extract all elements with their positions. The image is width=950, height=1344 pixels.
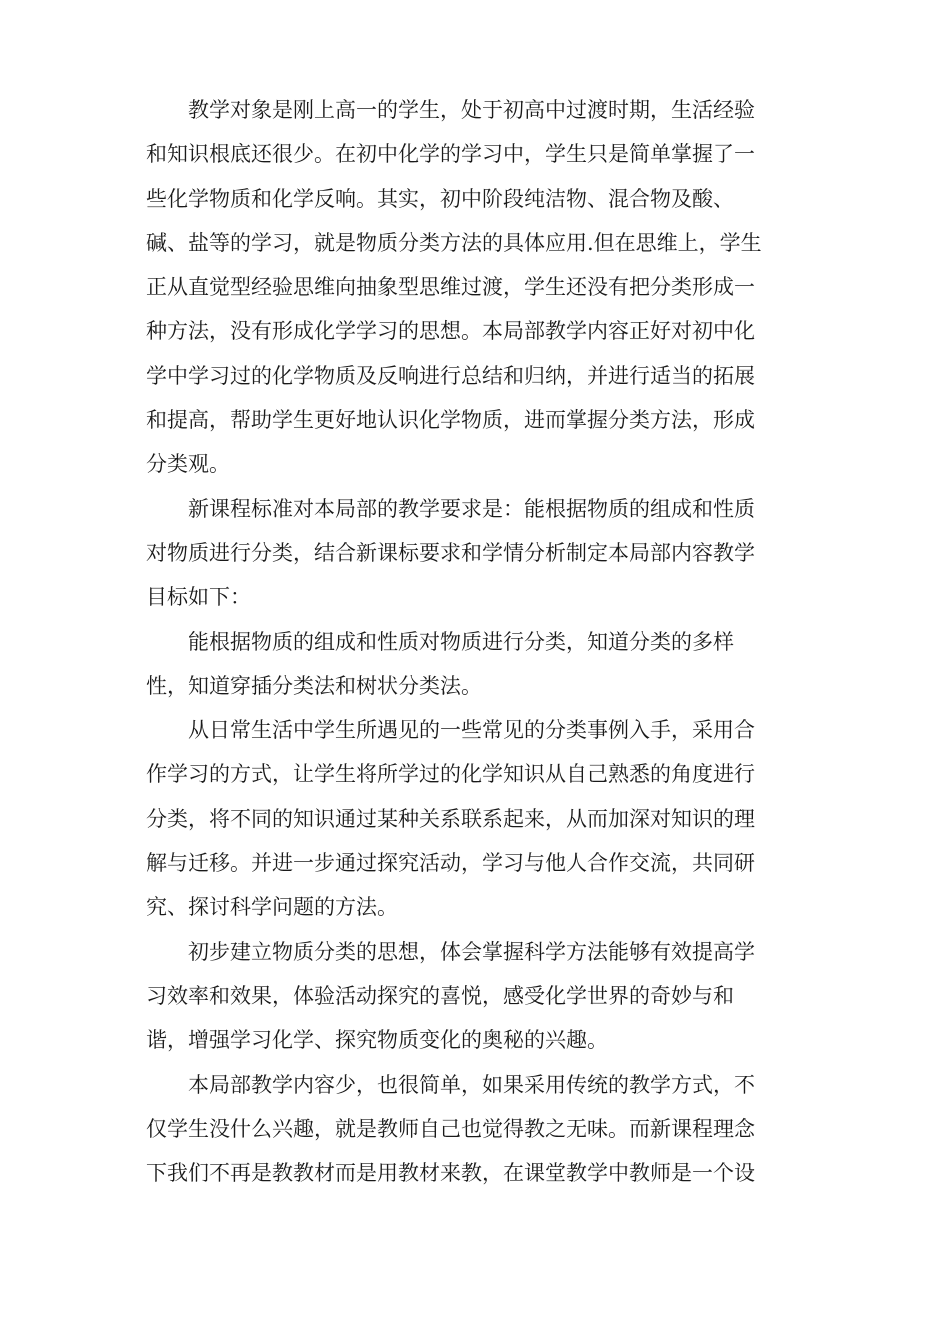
paragraph-line: 初步建立物质分类的思想，体会掌握科学方法能够有效提高学 <box>188 939 755 964</box>
paragraph-line: 正从直觉型经验思维向抽象型思维过渡，学生还没有把分类形成一 <box>146 275 755 300</box>
paragraph-line: 种方法，没有形成化学学习的思想。本局部教学内容正好对初中化 <box>146 319 755 344</box>
paragraph-line: 对物质进行分类，结合新课标要求和学情分析制定本局部内容教学 <box>146 540 755 565</box>
paragraph-line: 从日常生活中学生所遇见的一些常见的分类事例入手，采用合 <box>188 718 755 743</box>
paragraph-line: 学中学习过的化学物质及反响进行总结和归纳，并进行适当的拓展 <box>146 363 755 388</box>
paragraph-line: 谐，增强学习化学、探究物质变化的奥秘的兴趣。 <box>146 1028 608 1053</box>
paragraph-line: 和知识根底还很少。在初中化学的学习中，学生只是简单掌握了一 <box>146 142 755 167</box>
paragraph-line: 作学习的方式，让学生将所学过的化学知识从自己熟悉的角度进行 <box>146 762 755 787</box>
paragraph-line: 下我们不再是教教材而是用教材来教，在课堂教学中教师是一个设 <box>146 1161 755 1186</box>
paragraph-line: 新课程标准对本局部的教学要求是：能根据物质的组成和性质 <box>188 496 755 521</box>
paragraph-line: 性，知道穿插分类法和树状分类法。 <box>146 673 482 698</box>
document-body <box>146 88 808 1195</box>
paragraph-line: 教学对象是刚上高一的学生，处于初高中过渡时期，生活经验 <box>188 98 755 122</box>
paragraph-line: 些化学物质和化学反响。其实，初中阶段纯洁物、混合物及酸、 <box>146 186 734 211</box>
paragraph-line: 分类，将不同的知识通过某种关系联系起来，从而加深对知识的理 <box>146 806 755 831</box>
paragraph-line: 分类观。 <box>146 452 230 477</box>
paragraph-line: 碱、盐等的学习，就是物质分类方法的具体应用.但在思维上，学生 <box>146 230 762 255</box>
paragraph-line: 仅学生没什么兴趣，就是教师自己也觉得教之无味。而新课程理念 <box>146 1116 755 1141</box>
paragraph-line: 目标如下： <box>146 585 251 610</box>
paragraph-line: 和提高，帮助学生更好地认识化学物质，进而掌握分类方法，形成 <box>146 408 755 433</box>
paragraph-line: 本局部教学内容少，也很简单，如果采用传统的教学方式，不 <box>188 1072 755 1097</box>
paragraph-line: 解与迁移。并进一步通过探究活动，学习与他人合作交流，共同研 <box>146 851 755 876</box>
paragraph-line: 习效率和效果，体验活动探究的喜悦，感受化学世界的奇妙与和 <box>146 983 734 1008</box>
paragraph-line: 能根据物质的组成和性质对物质进行分类，知道分类的多样 <box>188 629 734 654</box>
paragraph-line: 究、探讨科学问题的方法。 <box>146 895 398 920</box>
